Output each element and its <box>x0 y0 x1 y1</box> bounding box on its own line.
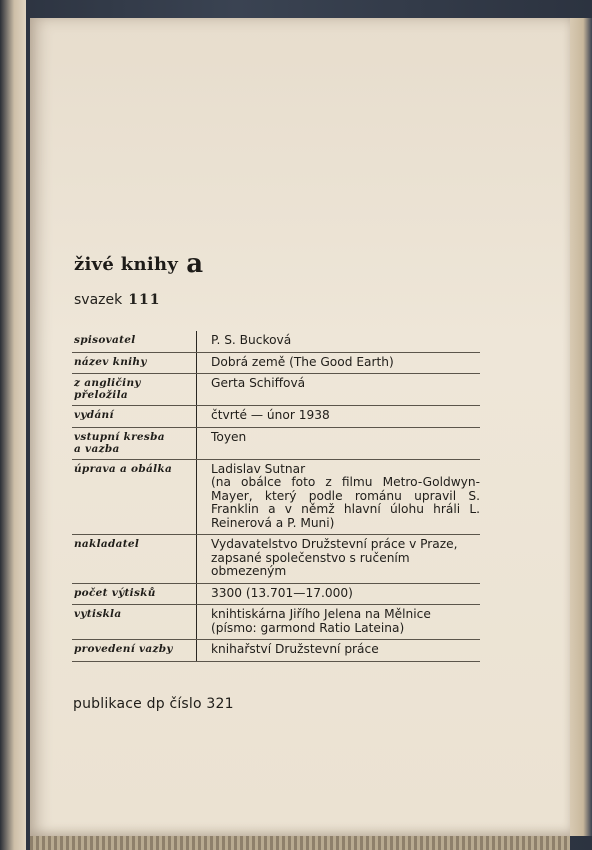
colophon-value: Ladislav Sutnar (na obálce foto z filmu Metro-Goldwyn-Mayer, který podle románu upravil S. Franklin a v němž hlavní úlohu hráli L. Reinerová a P. Muni) <box>197 459 481 535</box>
colophon-value: knihařství Družstevní práce <box>197 640 481 662</box>
colophon-value: Dobrá země (The Good Earth) <box>197 352 481 374</box>
colophon-row <box>72 352 480 374</box>
book-spine-gutter <box>0 0 26 850</box>
colophon-label: vytiskla <box>72 605 197 640</box>
colophon-row <box>72 406 480 428</box>
colophon-value: knihtiskárna Jiřího Jelena na Mělnice (písmo: garmond Ratio Lateina) <box>197 605 481 640</box>
colophon-row <box>72 583 480 605</box>
colophon-row <box>72 427 480 459</box>
volume-label: svazek <box>74 292 123 308</box>
colophon-label: vstupní kresba a vazba <box>72 427 197 459</box>
colophon-label: název knihy <box>72 352 197 374</box>
volume-line <box>74 292 160 308</box>
colophon-label: vydání <box>72 406 197 428</box>
volume-number: 111 <box>128 292 161 308</box>
publication-number: publikace dp číslo 321 <box>73 696 234 712</box>
colophon-label: spisovatel <box>72 331 197 352</box>
colophon-label: provedení vazby <box>72 640 197 662</box>
colophon-label: úprava a obálka <box>72 459 197 535</box>
colophon-row <box>72 331 480 352</box>
colophon-value: čtvrté — únor 1938 <box>197 406 481 428</box>
page-edge-bottom <box>30 836 570 850</box>
colophon-row <box>72 605 480 640</box>
colophon-value: P. S. Bucková <box>197 331 481 352</box>
colophon-table <box>72 331 480 662</box>
colophon-value: Gerta Schiffová <box>197 374 481 406</box>
series-title-text: živé knihy <box>74 254 179 275</box>
colophon-row <box>72 640 480 662</box>
series-title <box>74 249 203 279</box>
colophon-value: Vydavatelstvo Družstevní práce v Praze, zapsané společenstvo s ručením obmezeným <box>197 535 481 584</box>
page-edge-right <box>570 18 592 836</box>
colophon-value: Toyen <box>197 427 481 459</box>
colophon-value: 3300 (13.701—17.000) <box>197 583 481 605</box>
colophon-label: počet výtisků <box>72 583 197 605</box>
colophon-row <box>72 459 480 535</box>
colophon-label: nakladatel <box>72 535 197 584</box>
colophon-row <box>72 535 480 584</box>
colophon-label: z angličiny přeložila <box>72 374 197 406</box>
series-mark: a <box>186 249 204 279</box>
colophon-row <box>72 374 480 406</box>
